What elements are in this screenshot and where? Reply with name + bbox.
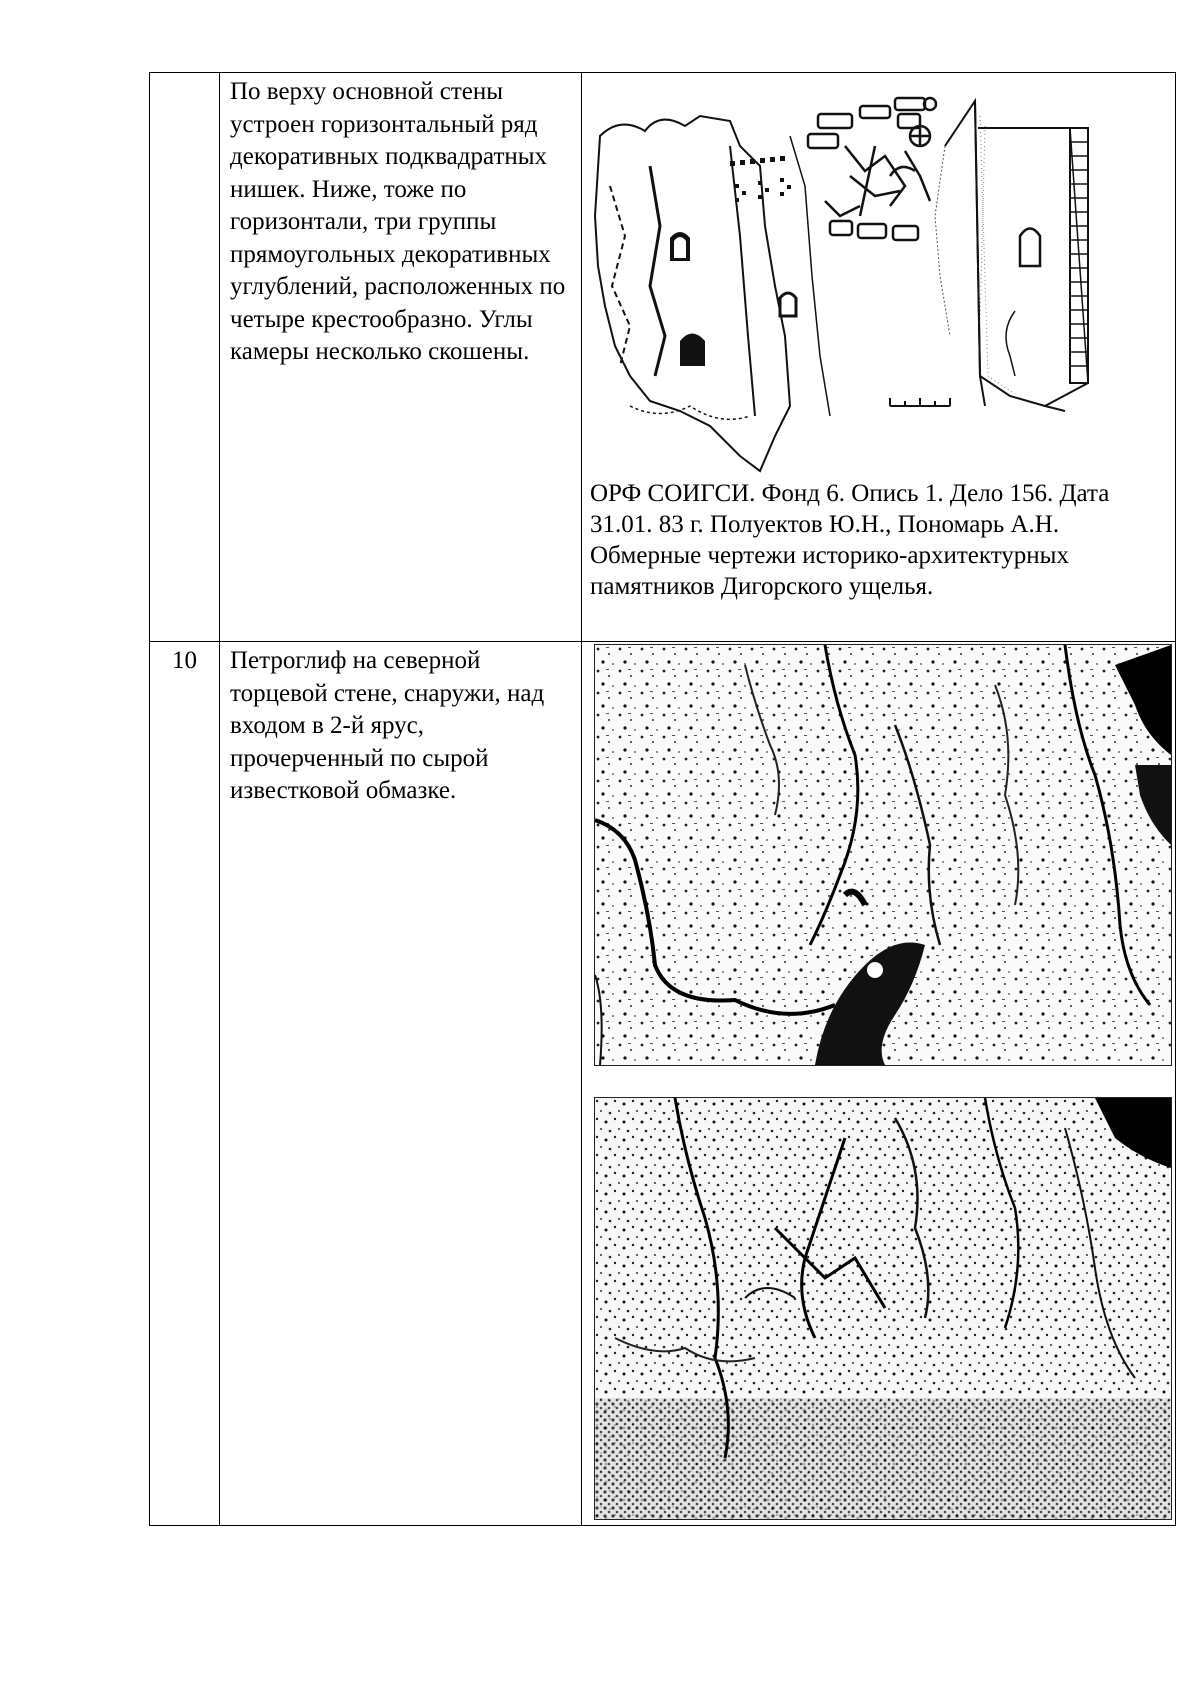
row-number: 10	[172, 647, 197, 674]
row-number	[150, 73, 219, 76]
image-cell	[582, 642, 1176, 1526]
row-number-cell	[150, 642, 220, 1526]
tower-measured-drawing	[590, 76, 1168, 476]
petroglyph-photo-bottom	[594, 1097, 1172, 1520]
table-row	[150, 73, 1176, 642]
table-row	[150, 642, 1176, 1526]
description-cell	[220, 642, 582, 1526]
petroglyph-photo-top	[594, 644, 1172, 1066]
image-cell	[582, 73, 1176, 642]
description-cell	[220, 73, 582, 642]
row-description: По верху основной стены устроен горизонтальный ряд декоративных подквадратных нишек. Ниже, тоже по горизонтали, три группы прямоугольных декоративных углублений, расположенных по четыре крестообразно. Углы камеры несколько скошены.	[230, 78, 566, 365]
drawing-caption: ОРФ СОИГСИ. Фонд 6. Опись 1. Дело 156. Дата 31.01. 83 г. Полуектов Ю.Н., Пономарь А.Н. Обмерные чертежи историко-архитектурных памятников Дигорского ущелья.	[590, 480, 1110, 600]
row-description: Петроглиф на северной торцевой стене, снаружи, над входом в 2-й ярус, прочерченный по сырой известковой обмазке.	[230, 647, 545, 804]
document-table	[149, 72, 1176, 1526]
row-number-cell	[150, 73, 220, 642]
